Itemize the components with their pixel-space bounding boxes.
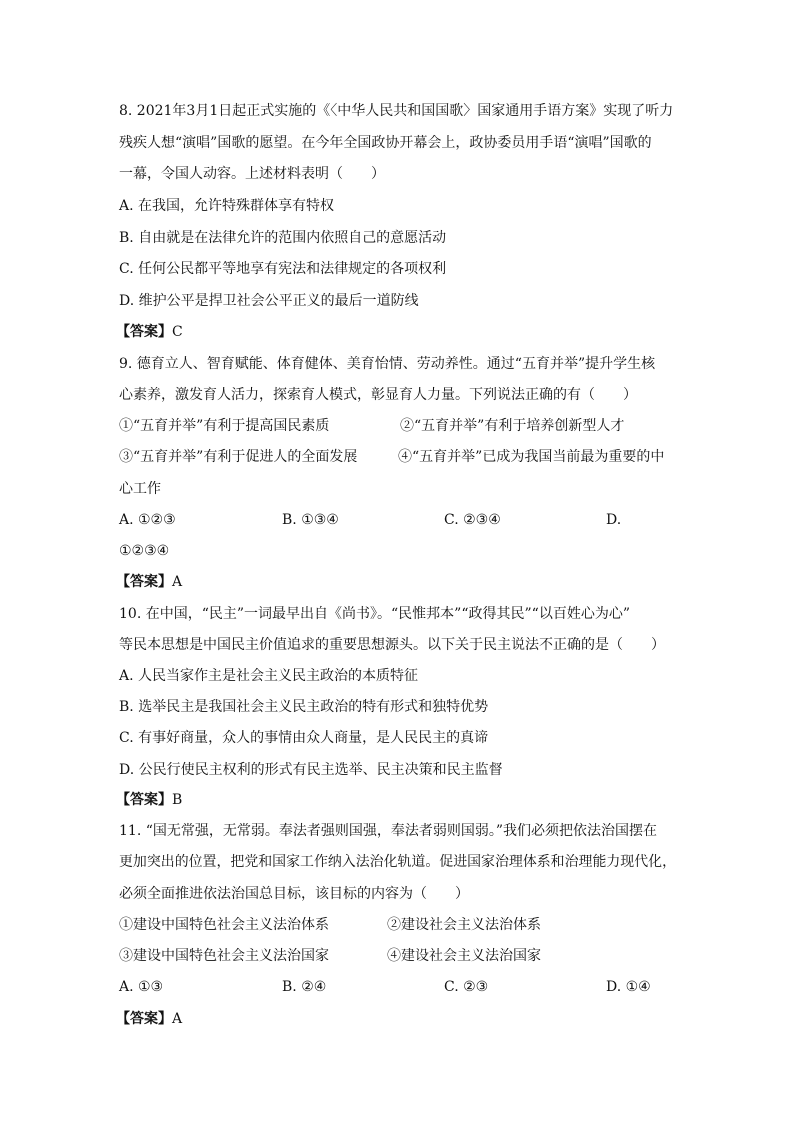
q11-choice-c: C. ②③ <box>444 979 489 995</box>
q8-answer <box>116 322 183 342</box>
q9-choice-d: D. <box>606 512 622 528</box>
q11-stem-line-2: 更加突出的位置，把党和国家工作纳入法治化轨道。促进国家治理体系和治理能力现代化， <box>119 854 676 870</box>
q8-stem-line-1: 8. 2021年3月1日起正式实施的《〈中华人民共和国国歌〉国家通用手语方案》实现了听力 <box>119 103 674 119</box>
q11-choice-d: D. ①④ <box>606 979 651 995</box>
q9-item-1: ①“五育并举”有利于提高国民素质 <box>119 418 330 434</box>
q10-stem-line-2: 等民本思想是中国民主价值追求的重要思想源头。以下关于民主说法不正确的是（ ） <box>119 637 665 653</box>
q9-item-2: ②“五育并举”有利于培养创新型人才 <box>400 418 625 434</box>
answer-label: 【答案】 <box>116 324 172 340</box>
q10-stem-line-1: 10. 在中国，“民主”一词最早出自《尚书》。“民惟邦本”“政得其民”“以百姓心为心” <box>119 606 630 622</box>
q10-option-a: A. 人民当家作主是社会主义民主政治的本质特征 <box>119 668 419 684</box>
q10-option-b: B. 选举民主是我国社会主义民主政治的特有形式和独特优势 <box>119 699 489 715</box>
q8-stem-line-2: 残疾人想“演唱”国歌的愿望。在今年全国政协开幕会上，政协委员用手语“演唱”国歌的 <box>119 135 652 151</box>
q9-choice-d-cont: ①②③④ <box>119 543 170 559</box>
q9-stem-line-1: 9. 德育立人、智育赋能、体育健体、美育怡情、劳动养性。通过“五育并举”提升学生核 <box>119 356 656 372</box>
q11-choice-a: A. ①③ <box>119 979 164 995</box>
q8-option-c: C. 任何公民都平等地享有宪法和法律规定的各项权利 <box>119 261 447 277</box>
q10-answer <box>116 790 182 810</box>
answer-label: 【答案】 <box>116 574 172 590</box>
q8-option-d: D. 维护公平是捍卫社会公平正义的最后一道防线 <box>119 293 419 309</box>
q11-item-3: ③建设中国特色社会主义法治国家 <box>119 948 329 964</box>
q9-item-3: ③“五育并举”有利于促进人的全面发展 <box>119 449 358 465</box>
q11-stem-line-1: 11. “国无常强，无常弱。奉法者强则国强，奉法者弱则国弱。”我们必须把依法治国摆在 <box>119 823 658 839</box>
q11-stem-line-3: 必须全面推进依法治国总目标，该目标的内容为（ ） <box>119 886 469 902</box>
q8-option-a: A. 在我国，允许特殊群体享有特权 <box>119 198 335 214</box>
q9-item-4-cont: 心工作 <box>119 481 161 497</box>
q10-option-c: C. 有事好商量，众人的事情由众人商量，是人民民主的真谛 <box>119 730 489 746</box>
q9-item-4: ④“五育并举”已成为我国当前最为重要的中 <box>398 449 665 465</box>
q8-option-b: B. 自由就是在法律允许的范围内依照自己的意愿活动 <box>119 230 447 246</box>
answer-label: 【答案】 <box>116 792 172 808</box>
q11-answer <box>116 1009 182 1029</box>
q9-choice-a: A. ①②③ <box>119 512 176 528</box>
q9-answer <box>116 572 182 592</box>
q9-choice-b: B. ①③④ <box>282 512 339 528</box>
q8-stem-line-3: 一幕，令国人动容。上述材料表明（ ） <box>119 166 385 182</box>
q11-item-1: ①建设中国特色社会主义法治体系 <box>119 917 329 933</box>
answer-value: A <box>172 574 183 590</box>
q10-option-d: D. 公民行使民主权利的形式有民主选举、民主决策和民主监督 <box>119 762 503 778</box>
answer-value: A <box>172 1011 183 1027</box>
q9-choice-c: C. ②③④ <box>444 512 501 528</box>
answer-value: C <box>172 324 183 340</box>
q11-item-2: ②建设社会主义法治体系 <box>387 917 541 933</box>
q11-choice-b: B. ②④ <box>282 979 327 995</box>
answer-label: 【答案】 <box>116 1011 172 1027</box>
q9-stem-line-2: 心素养，激发育人活力，探索育人模式，彰显育人力量。下列说法正确的有（ ） <box>119 387 637 403</box>
answer-value: B <box>172 792 183 808</box>
q11-item-4: ④建设社会主义法治国家 <box>387 948 541 964</box>
